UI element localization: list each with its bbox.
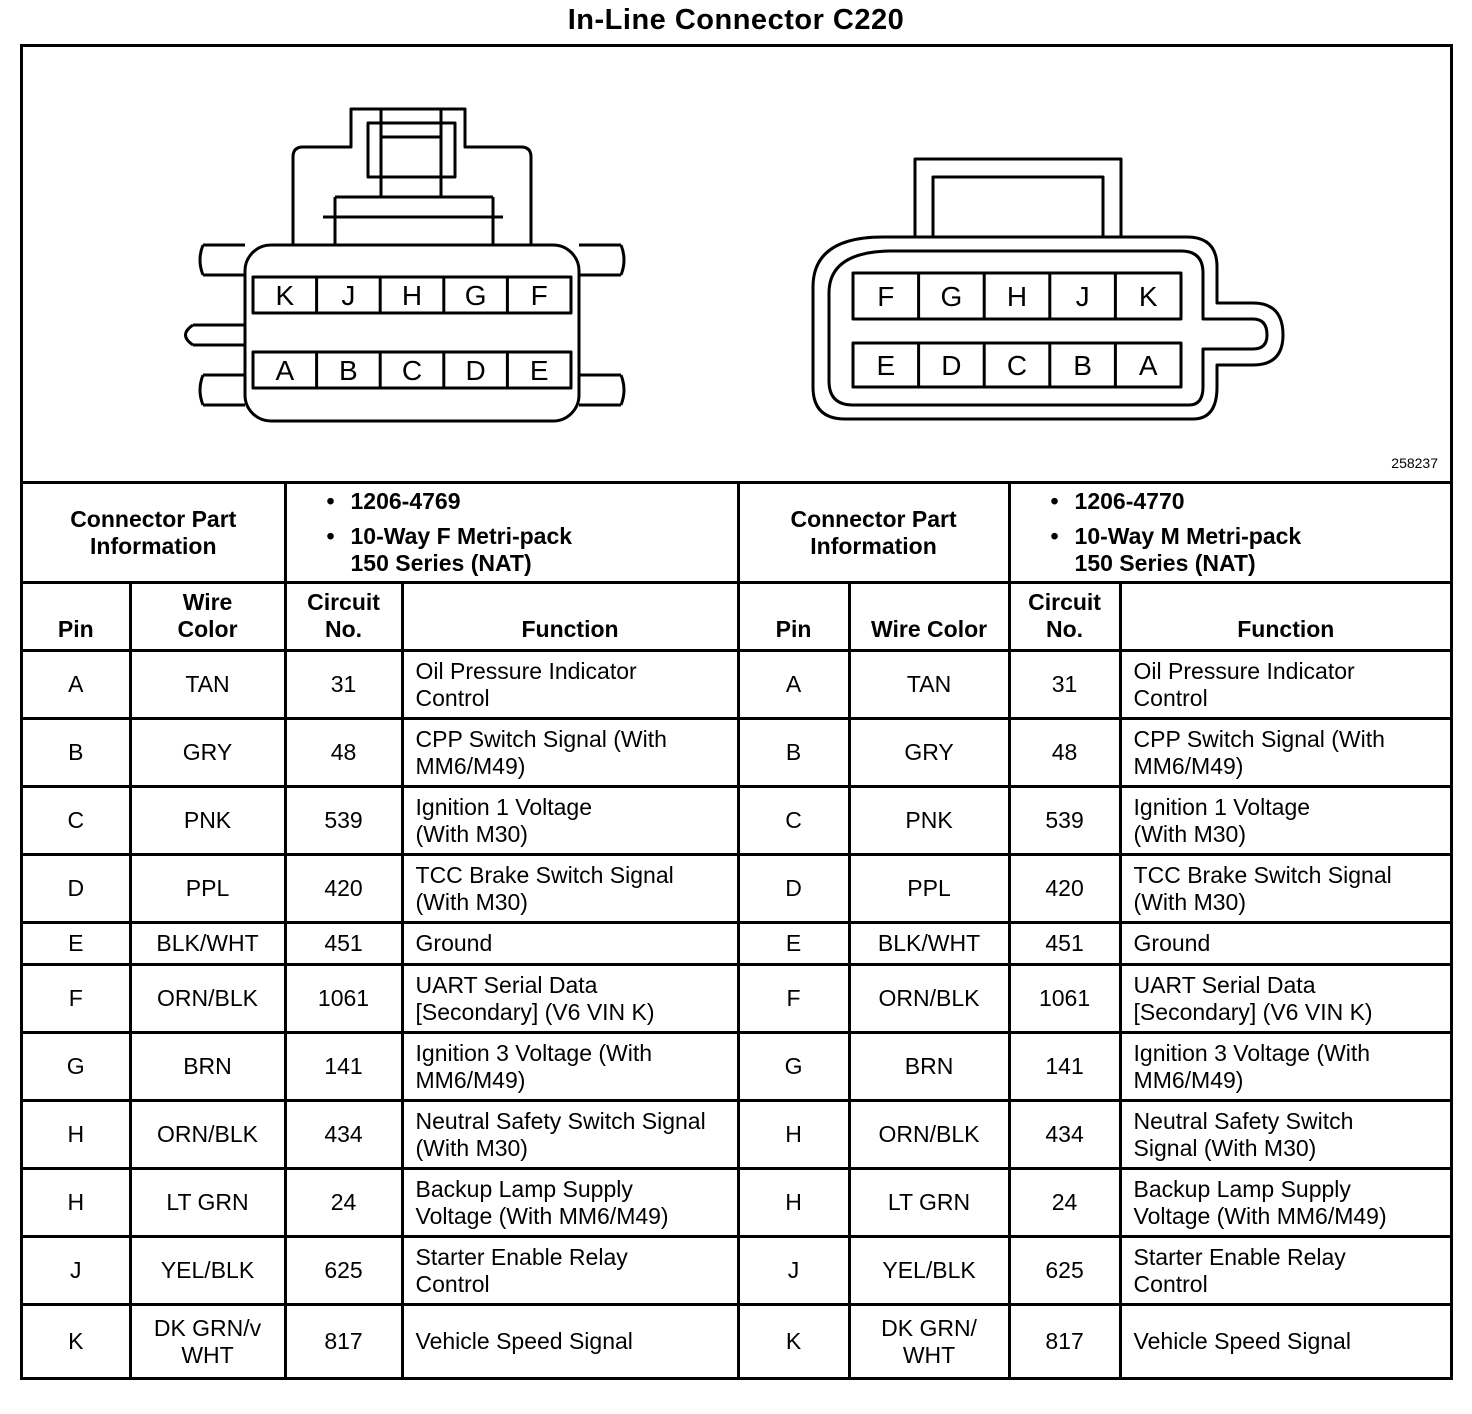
function-cell: Ignition 3 Voltage (With MM6/M49) [1120, 1033, 1450, 1101]
pin-cell: B [738, 719, 849, 787]
pin-cell: E [23, 923, 130, 965]
col-header-circuit-right: Circuit No. [1009, 583, 1120, 651]
function-cell: CPP Switch Signal (With MM6/M49) [1120, 719, 1450, 787]
table-row [23, 651, 1450, 719]
wire-color-cell: DK GRN/v WHT [130, 1305, 285, 1377]
function-cell: Vehicle Speed Signal [402, 1305, 738, 1377]
function-cell: Backup Lamp Supply Voltage (With MM6/M49) [402, 1169, 738, 1237]
pin-cell: A [23, 651, 130, 719]
left-cavity-label: E [529, 355, 549, 386]
col-header-pin-right: Pin [738, 583, 849, 651]
function-cell: Vehicle Speed Signal [1120, 1305, 1450, 1377]
wire-color-cell: ORN/BLK [130, 965, 285, 1033]
left-cavity-label: B [339, 355, 358, 386]
table-row [23, 719, 1450, 787]
circuit-cell: 625 [285, 1237, 402, 1305]
pin-cell: J [23, 1237, 130, 1305]
part-info-label-left: Connector Part Information [23, 483, 285, 583]
pinout-table [23, 481, 1450, 1377]
pin-cell: J [738, 1237, 849, 1305]
right-cavity-label: J [1075, 281, 1090, 312]
pin-cell: F [23, 965, 130, 1033]
wire-color-cell: TAN [849, 651, 1009, 719]
wire-color-cell: LT GRN [130, 1169, 285, 1237]
pin-cell: F [738, 965, 849, 1033]
right-cavity-label: C [1006, 350, 1028, 381]
part-info-label-right: Connector Part Information [738, 483, 1009, 583]
circuit-cell: 420 [285, 855, 402, 923]
circuit-cell: 817 [1009, 1305, 1120, 1377]
part-desc-left: • 10-Way F Metri-pack [327, 523, 737, 550]
left-cavity-label: G [464, 280, 487, 311]
left-cavity-label: F [530, 280, 548, 311]
function-cell: Starter Enable Relay Control [402, 1237, 738, 1305]
function-cell: Neutral Safety Switch Signal (With M30) [1120, 1101, 1450, 1169]
left-cavity-label: J [341, 280, 356, 311]
pin-cell: H [738, 1169, 849, 1237]
part-desc-left-2: 150 Series (NAT) [350, 550, 532, 577]
function-cell: Ignition 1 Voltage (With M30) [1120, 787, 1450, 855]
left-cavity-label: H [401, 280, 423, 311]
function-cell: Neutral Safety Switch Signal (With M30) [402, 1101, 738, 1169]
function-cell: Backup Lamp Supply Voltage (With MM6/M49) [1120, 1169, 1450, 1237]
function-cell: Oil Pressure Indicator Control [1120, 651, 1450, 719]
wire-color-cell: GRY [849, 719, 1009, 787]
wire-color-cell: PNK [130, 787, 285, 855]
right-cavity-label: D [941, 350, 962, 381]
pin-cell: A [738, 651, 849, 719]
right-cavity-label: A [1138, 350, 1158, 381]
wire-color-cell: PPL [849, 855, 1009, 923]
function-cell: Ignition 1 Voltage (With M30) [402, 787, 738, 855]
wire-color-cell: DK GRN/ WHT [849, 1305, 1009, 1377]
part-info-left [285, 483, 738, 583]
part-info-right [1009, 483, 1450, 583]
circuit-cell: 24 [285, 1169, 402, 1237]
function-cell: Ground [402, 923, 738, 965]
left-cavity-label: D [465, 355, 486, 386]
col-header-circuit-left: Circuit No. [285, 583, 402, 651]
table-row [23, 1305, 1450, 1377]
wire-color-cell: BLK/WHT [849, 923, 1009, 965]
right-cavity-label: F [877, 281, 895, 312]
wire-color-cell: ORN/BLK [130, 1101, 285, 1169]
function-cell: CPP Switch Signal (With MM6/M49) [402, 719, 738, 787]
function-cell: TCC Brake Switch Signal (With M30) [402, 855, 738, 923]
wire-color-cell: ORN/BLK [849, 965, 1009, 1033]
wire-color-cell: YEL/BLK [130, 1237, 285, 1305]
function-cell: TCC Brake Switch Signal (With M30) [1120, 855, 1450, 923]
table-row [23, 787, 1450, 855]
pin-cell: H [23, 1101, 130, 1169]
circuit-cell: 434 [1009, 1101, 1120, 1169]
col-header-wire-color-left: Wire Color [130, 583, 285, 651]
wire-color-cell: PNK [849, 787, 1009, 855]
pin-cell: C [23, 787, 130, 855]
wire-color-cell: GRY [130, 719, 285, 787]
wire-color-cell: BLK/WHT [130, 923, 285, 965]
table-row [23, 1237, 1450, 1305]
circuit-cell: 420 [1009, 855, 1120, 923]
header-row [23, 583, 1450, 651]
pin-cell: G [23, 1033, 130, 1101]
function-cell: Ignition 3 Voltage (With MM6/M49) [402, 1033, 738, 1101]
circuit-cell: 539 [1009, 787, 1120, 855]
col-header-pin-left: Pin [23, 583, 130, 651]
part-desc-right-2: 150 Series (NAT) [1074, 550, 1256, 577]
circuit-cell: 451 [1009, 923, 1120, 965]
wire-color-cell: PPL [130, 855, 285, 923]
left-cavity-label: K [275, 280, 295, 311]
function-cell: Ground [1120, 923, 1450, 965]
pin-cell: E [738, 923, 849, 965]
left-cavity-label: C [401, 355, 423, 386]
function-cell: Starter Enable Relay Control [1120, 1237, 1450, 1305]
circuit-cell: 817 [285, 1305, 402, 1377]
pin-cell: D [738, 855, 849, 923]
col-header-wire-color-right: Wire Color [849, 583, 1009, 651]
right-cavity-label: H [1006, 281, 1028, 312]
right-cavity-label: G [940, 281, 963, 312]
figure-number: 258237 [1391, 455, 1438, 471]
pin-cell: D [23, 855, 130, 923]
function-cell: Oil Pressure Indicator Control [402, 651, 738, 719]
pin-cell: G [738, 1033, 849, 1101]
right-cavity-label: K [1138, 281, 1158, 312]
right-cavity-label: B [1073, 350, 1092, 381]
pin-cell: C [738, 787, 849, 855]
pin-cell: B [23, 719, 130, 787]
table-row [23, 855, 1450, 923]
table-row [23, 965, 1450, 1033]
circuit-cell: 434 [285, 1101, 402, 1169]
connector-sheet [20, 44, 1453, 1380]
wire-color-cell: LT GRN [849, 1169, 1009, 1237]
function-cell: UART Serial Data [Secondary] (V6 VIN K) [402, 965, 738, 1033]
part-number-left: • 1206-4769 [327, 488, 737, 515]
page-title: In-Line Connector C220 [567, 4, 905, 36]
circuit-cell: 1061 [1009, 965, 1120, 1033]
circuit-cell: 31 [285, 651, 402, 719]
wire-color-cell: TAN [130, 651, 285, 719]
circuit-cell: 141 [285, 1033, 402, 1101]
table-row [23, 923, 1450, 965]
part-desc-right: • 10-Way M Metri-pack [1051, 523, 1451, 550]
wire-color-cell: YEL/BLK [849, 1237, 1009, 1305]
col-header-function-left: Function [402, 583, 738, 651]
pin-cell: K [23, 1305, 130, 1377]
circuit-cell: 1061 [285, 965, 402, 1033]
part-number-right: • 1206-4770 [1051, 488, 1451, 515]
circuit-cell: 539 [285, 787, 402, 855]
pin-cell: K [738, 1305, 849, 1377]
pin-cell: H [738, 1101, 849, 1169]
connector-diagram [23, 47, 1450, 481]
wire-color-cell: ORN/BLK [849, 1101, 1009, 1169]
circuit-cell: 141 [1009, 1033, 1120, 1101]
table-row [23, 1033, 1450, 1101]
circuit-cell: 31 [1009, 651, 1120, 719]
col-header-function-right: Function [1120, 583, 1450, 651]
table-row [23, 1101, 1450, 1169]
part-info-row [23, 483, 1450, 583]
circuit-cell: 24 [1009, 1169, 1120, 1237]
circuit-cell: 625 [1009, 1237, 1120, 1305]
pin-cell: H [23, 1169, 130, 1237]
circuit-cell: 48 [285, 719, 402, 787]
wire-color-cell: BRN [849, 1033, 1009, 1101]
left-cavity-label: A [275, 355, 295, 386]
circuit-cell: 451 [285, 923, 402, 965]
function-cell: UART Serial Data [Secondary] (V6 VIN K) [1120, 965, 1450, 1033]
circuit-cell: 48 [1009, 719, 1120, 787]
table-row [23, 1169, 1450, 1237]
right-cavity-label: E [876, 350, 896, 381]
wire-color-cell: BRN [130, 1033, 285, 1101]
